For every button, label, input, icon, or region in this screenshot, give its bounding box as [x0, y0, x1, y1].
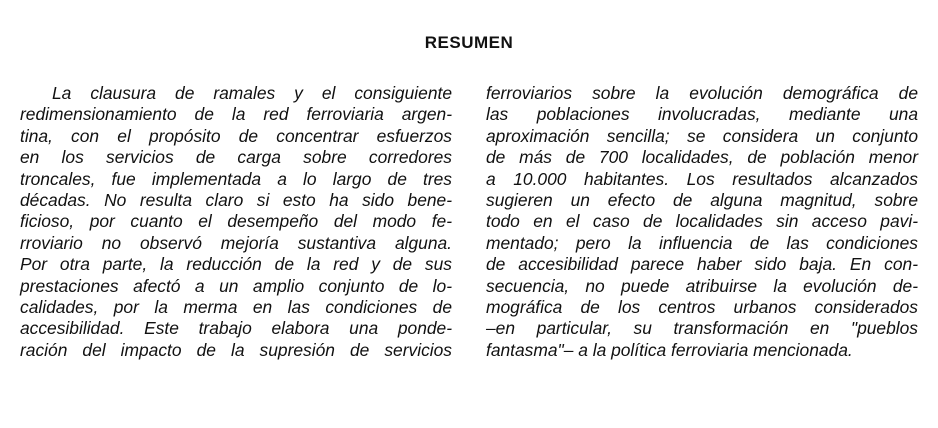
text-line: ficioso, por cuanto el desempeño del modo fe-: [20, 211, 452, 232]
text-line: ración del impacto de la supresión de servicios: [20, 339, 452, 360]
text-line: La clausura de ramales y el consiguiente: [52, 83, 452, 103]
text-line: troncales, fue implementada a lo largo de tres: [20, 168, 452, 189]
section-title: RESUMEN: [424, 33, 514, 52]
text-line: prestaciones afectó a un amplio conjunto de lo-: [20, 275, 452, 296]
left-column: [20, 83, 452, 361]
text-line: aproximación sencilla; se considera un conjunto: [486, 125, 918, 146]
right-column: [486, 83, 918, 361]
text-line: fantasma"– a la política ferroviaria mencionada.: [486, 339, 853, 360]
text-line: en los servicios de carga sobre corredores: [20, 147, 452, 168]
text-line: de accesibilidad parece haber sido baja. En con-: [486, 254, 918, 275]
text-line: calidades, por la merma en las condiciones de: [20, 296, 452, 317]
text-line: todo en el caso de localidades sin acceso pavi-: [486, 211, 918, 232]
text-line: sugieren un efecto de alguna magnitud, sobre: [486, 189, 918, 210]
text-line: –en particular, su transformación en "pueblos: [486, 318, 918, 339]
text-line: las poblaciones involucradas, mediante una: [486, 104, 918, 125]
text-line: a 10.000 habitantes. Los resultados alcanzados: [486, 168, 918, 189]
text-line: de más de 700 localidades, de población menor: [486, 147, 918, 168]
text-line: accesibilidad. Este trabajo elabora una ponde-: [20, 318, 452, 339]
text-line: mentado; pero la influencia de las condiciones: [486, 232, 918, 253]
text-line: Por otra parte, la reducción de la red y de sus: [20, 254, 452, 275]
text-line: secuencia, no puede atribuirse la evolución de-: [486, 275, 918, 296]
text-line: rroviario no observó mejoría sustantiva alguna.: [20, 232, 452, 253]
text-line: mográfica de los centros urbanos considerados: [486, 296, 918, 317]
text-line: décadas. No resulta claro si esto ha sido bene-: [20, 189, 452, 210]
text-line: tina, con el propósito de concentrar esfuerzos: [20, 125, 452, 146]
text-line: ferroviarios sobre la evolución demográfica de: [486, 83, 918, 103]
text-line: redimensionamiento de la red ferroviaria argen-: [20, 104, 452, 125]
